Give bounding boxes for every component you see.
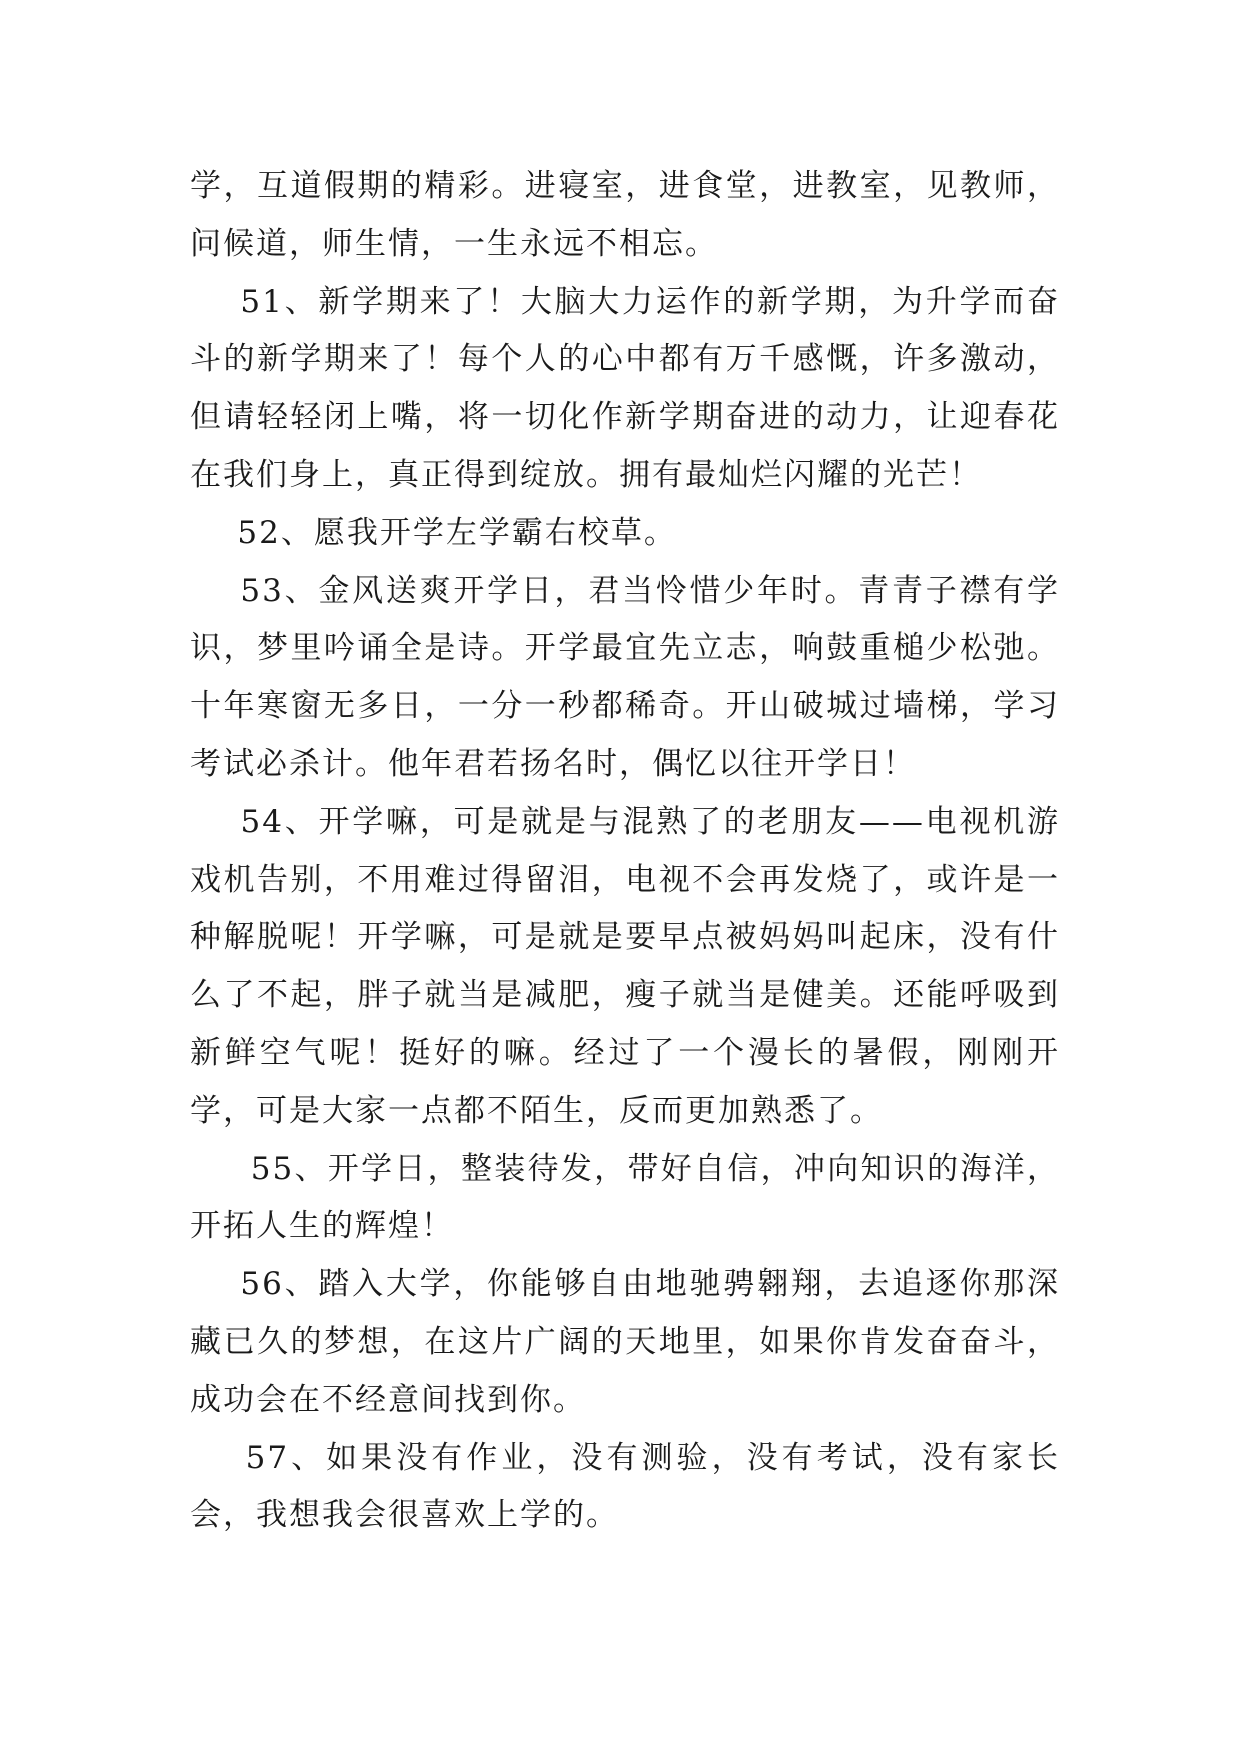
paragraph-51: 51、新学期来了！大脑大力运作的新学期，为升学而奋斗的新学期来了！每个人的心中都有万千感慨，许多激动，但请轻轻闭上嘴，将一切化作新学期奋进的动力，让迎春花在我们身上，真正得到绽放。拥有最灿烂闪耀的光芒！ xyxy=(190,283,1060,493)
paragraph-54: 54、开学嘛，可是就是与混熟了的老朋友——电视机游戏机告别，不用难过得留泪，电视不会再发烧了，或许是一种解脱呢！开学嘛，可是就是要早点被妈妈叫起床，没有什么了不起，胖子就当是减肥，瘦子就当是健美。还能呼吸到新鲜空气呢！挺好的嘛。经过了一个漫长的暑假，刚刚开学，可是大家一点都不陌生，反而更加熟悉了。 xyxy=(190,803,1060,1129)
paragraph-56: 56、踏入大学，你能够自由地驰骋翱翔，去追逐你那深藏已久的梦想，在这片广阔的天地里，如果你肯发奋奋斗，成功会在不经意间找到你。 xyxy=(190,1266,1060,1418)
paragraph-continuation: 学，互道假期的精彩。进寝室，进食堂，进教室，见教师，问候道，师生情，一生永远不相忘。 xyxy=(190,168,1060,262)
paragraph-53: 53、金风送爽开学日，君当怜惜少年时。青青子襟有学识，梦里吟诵全是诗。开学最宜先立志，响鼓重槌少松弛。十年寒窗无多日，一分一秒都稀奇。开山破城过墙梯，学习考试必杀计。他年君若扬名时，偶忆以往开学日！ xyxy=(190,572,1060,782)
paragraph-52: 52、愿我开学左学霸右校草。 xyxy=(190,514,677,551)
document-body xyxy=(190,158,1060,1545)
paragraph-57: 57、如果没有作业，没有测验，没有考试，没有家长会，我想我会很喜欢上学的。 xyxy=(190,1439,1060,1534)
paragraph-55: 55、开学日，整装待发，带好自信，冲向知识的海洋，开拓人生的辉煌！ xyxy=(190,1150,1060,1245)
